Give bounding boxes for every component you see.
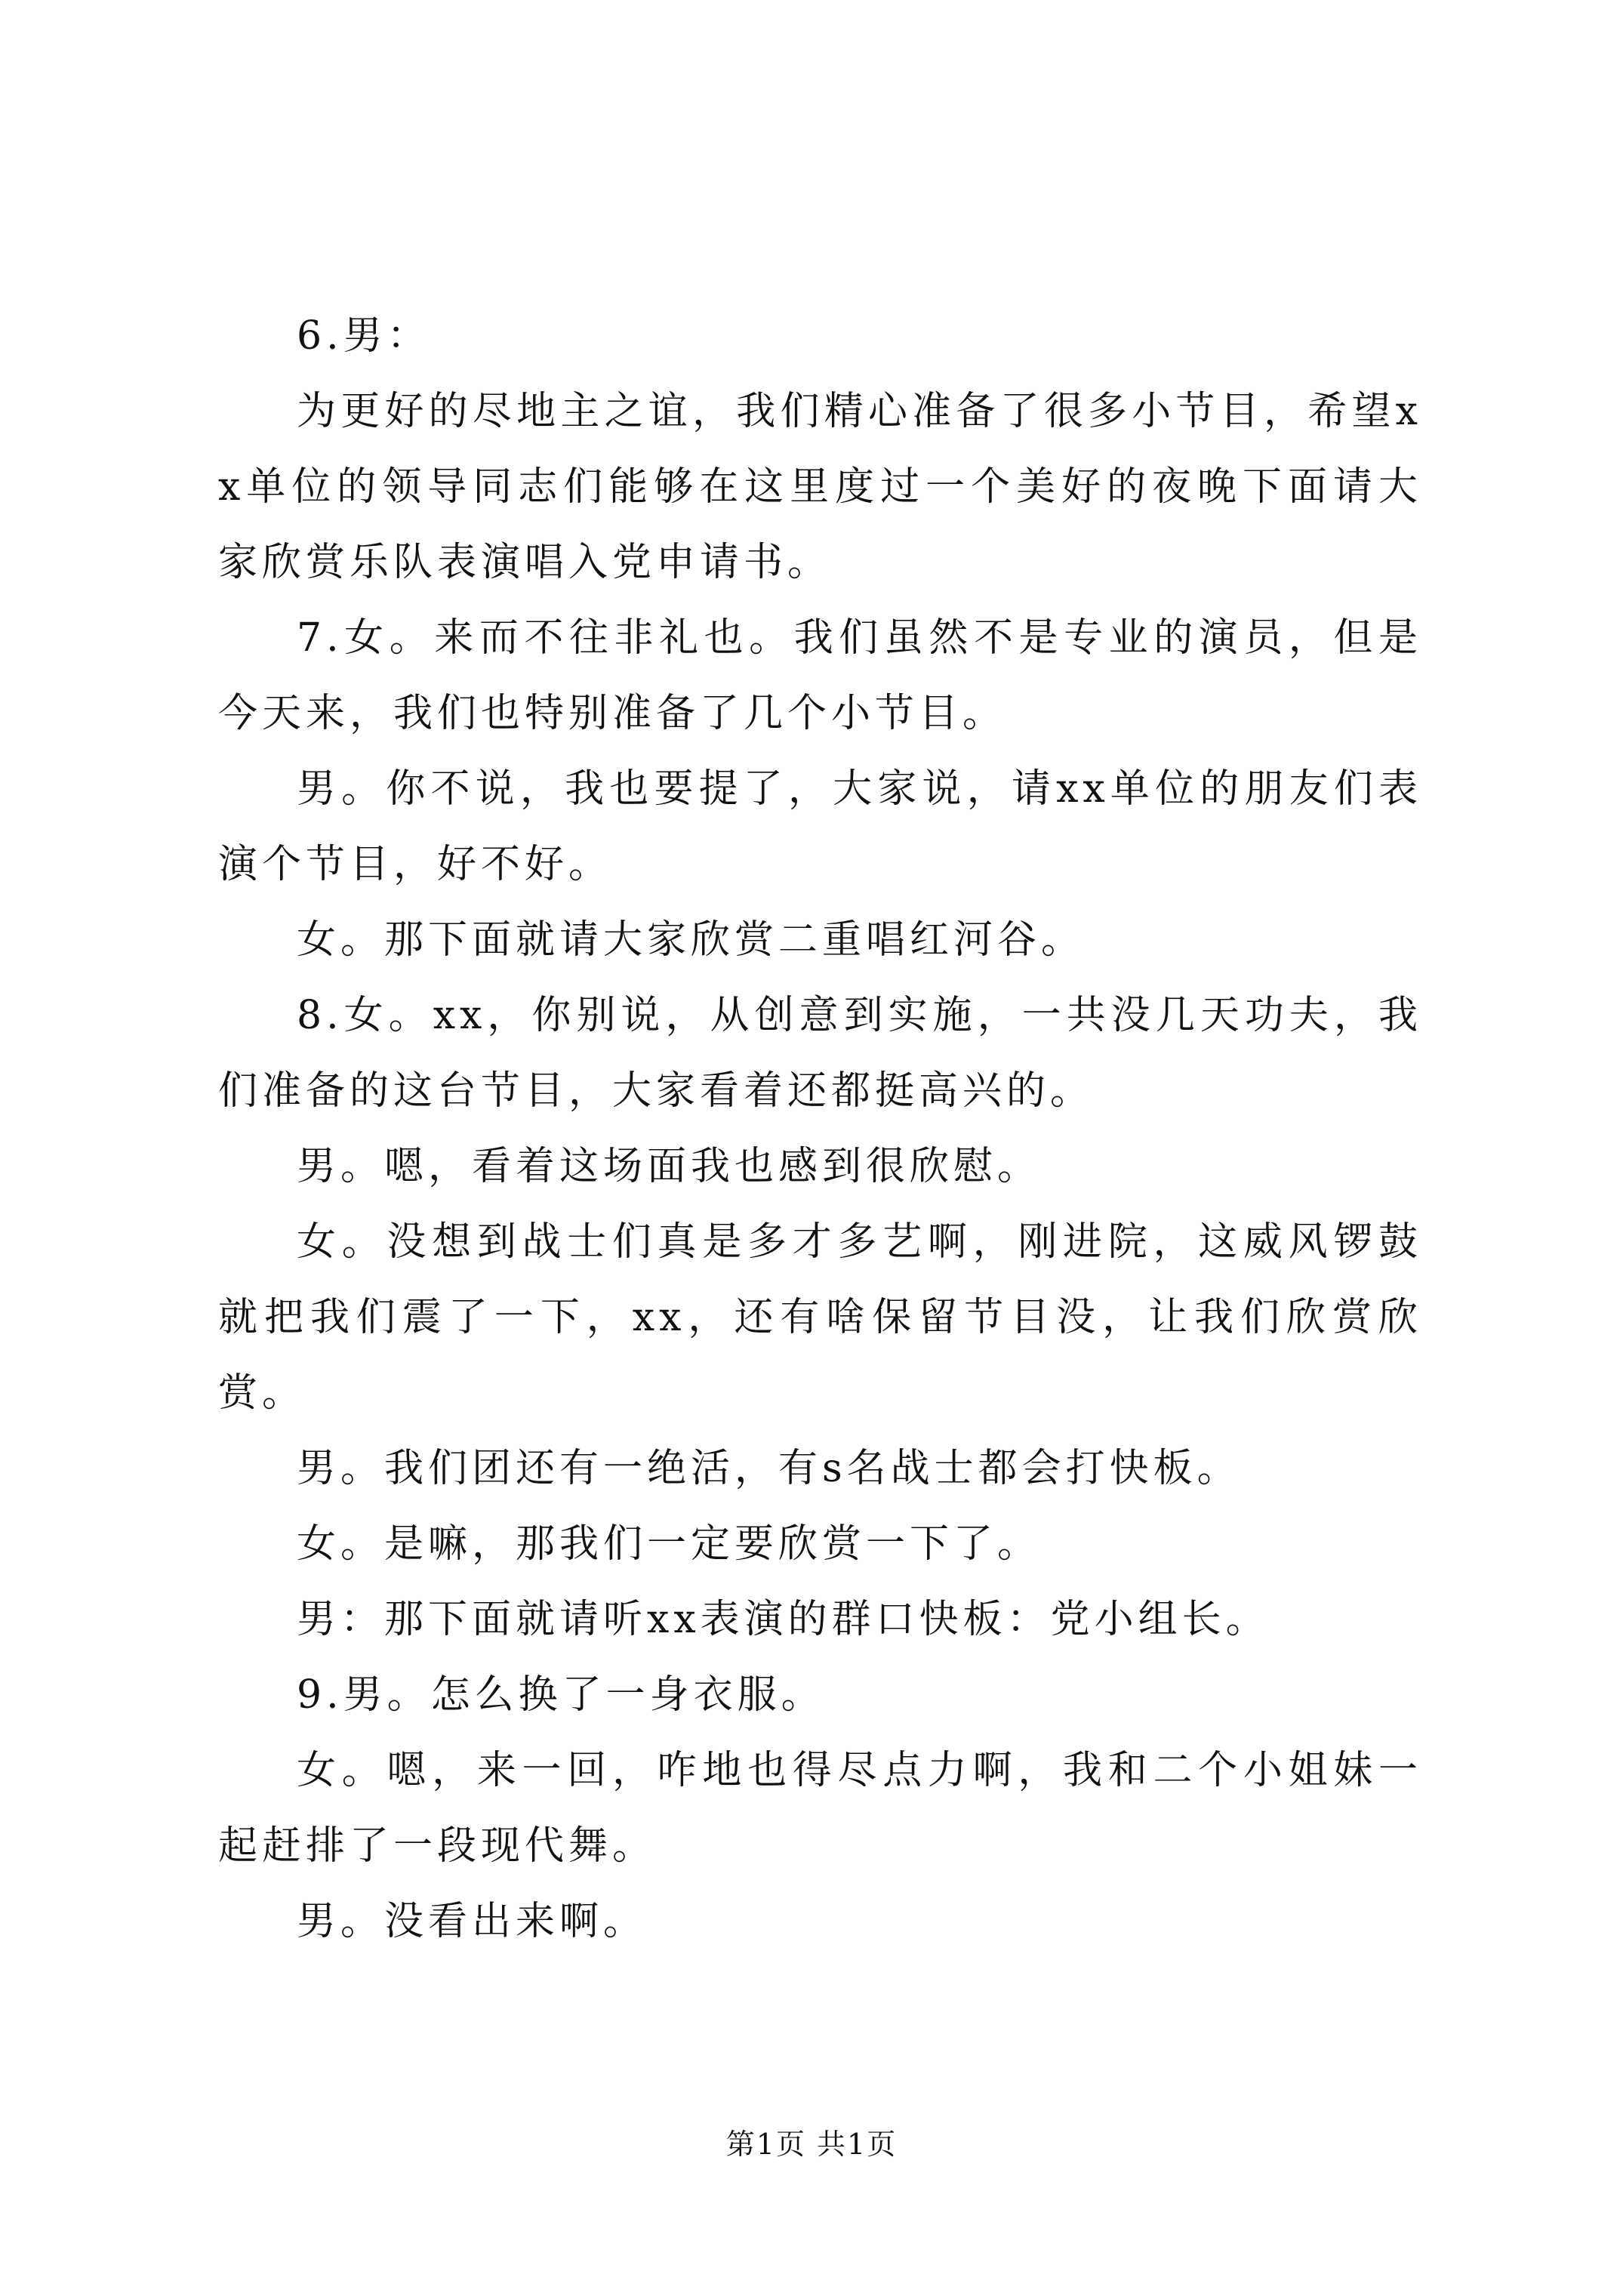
paragraph-10: 女。是嘛，那我们一定要欣赏一下了。: [297, 1521, 1042, 1567]
document-body: [218, 298, 1422, 1959]
paragraph-13: 女。嗯，来一回，咋地也得尽点力啊，我和二个小姐妹一起赶排了一段现代舞。: [218, 1748, 1422, 1869]
paragraph-12: 9.男。怎么换了一身衣服。: [297, 1672, 825, 1718]
page-number-footer: 第1页 共1页: [725, 2128, 898, 2161]
paragraph-11: 男：那下面就请听xx表演的群口快板：党小组长。: [297, 1597, 1270, 1642]
paragraph-1: 6.男：: [297, 313, 431, 359]
paragraph-5: 女。那下面就请大家欣赏二重唱红河谷。: [297, 917, 1086, 963]
paragraph-4: 男。你不说，我也要提了，大家说，请xx单位的朋友们表演个节目，好不好。: [218, 766, 1422, 887]
paragraph-9: 男。我们团还有一绝活，有s名战士都会打快板。: [297, 1446, 1241, 1491]
paragraph-3: 7.女。来而不往非礼也。我们虽然不是专业的演员，但是今天来，我们也特别准备了几个小节目。: [218, 615, 1422, 736]
paragraph-6: 8.女。xx，你别说，从创意到实施，一共没几天功夫，我们准备的这台节目，大家看着还都挺高兴的。: [218, 993, 1422, 1114]
paragraph-14: 男。没看出来啊。: [297, 1899, 648, 1944]
paragraph-8: 女。没想到战士们真是多才多艺啊，刚进院，这威风锣鼓就把我们震了一下，xx，还有啥保留节目没，让我们欣赏欣赏。: [218, 1219, 1422, 1416]
paragraph-7: 男。嗯，看着这场面我也感到很欣慰。: [297, 1144, 1042, 1189]
paragraph-2: 为更好的尽地主之谊，我们精心准备了很多小节目，希望xx单位的领导同志们能够在这里度过一个美好的夜晚下面请大家欣赏乐队表演唱入党申请书。: [218, 389, 1422, 585]
